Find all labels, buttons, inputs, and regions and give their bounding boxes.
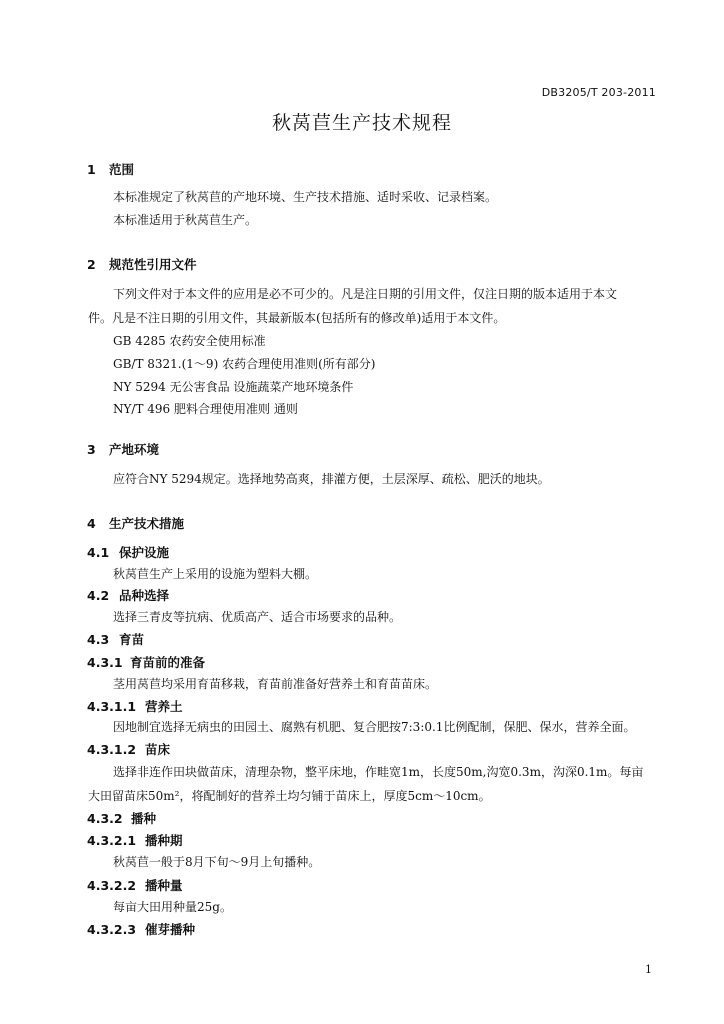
section-title: 催芽播种 (145, 922, 196, 937)
reference-item: NY/T 496 肥料合理使用准则 通则 (113, 402, 298, 416)
section-number: 4.3.2.3 (87, 922, 137, 937)
section-number: 4.3.2 (87, 811, 123, 826)
heading-4-3-2-2 (87, 876, 183, 894)
standard-code: DB3205/T 203-2011 (541, 86, 656, 99)
heading-4-measures (87, 514, 184, 532)
heading-1-scope (87, 160, 134, 178)
heading-4-3-2-3 (87, 920, 195, 938)
paragraph: 本标准规定了秋莴苣的产地环境、生产技术措施、适时采收、记录档案。 (113, 190, 498, 204)
section-number: 4.3 (87, 632, 110, 647)
paragraph: 选择三青皮等抗病、优质高产、适合市场要求的品种。 (113, 610, 402, 624)
section-title: 播种 (131, 811, 157, 826)
heading-4-3 (87, 630, 144, 648)
section-number: 4.3.2.2 (87, 878, 137, 893)
reference-item: GB 4285 农药安全使用标准 (113, 334, 266, 348)
section-number: 1 (87, 162, 96, 177)
section-number: 4.2 (87, 588, 110, 603)
paragraph-continuation: 件。凡是不注日期的引用文件，其最新版本(包括所有的修改单)适用于本文件。 (88, 311, 506, 325)
section-number: 4 (87, 516, 96, 531)
heading-4-3-1 (87, 653, 205, 671)
paragraph: 下列文件对于本文件的应用是必不可少的。凡是注日期的引用文件，仅注日期的版本适用于本文 (113, 287, 618, 301)
heading-4-1 (87, 543, 169, 561)
section-title: 营养土 (145, 699, 183, 714)
page-number: 1 (645, 963, 652, 976)
paragraph: 秋莴苣一般于8月下旬～9月上旬播种。 (113, 855, 321, 869)
section-title: 育苗 (119, 632, 145, 647)
section-title: 播种量 (145, 878, 183, 893)
heading-4-3-1-2 (87, 740, 170, 758)
paragraph: 本标准适用于秋莴苣生产。 (113, 213, 258, 227)
heading-4-2 (87, 586, 169, 604)
section-title: 产地环境 (109, 442, 160, 457)
section-number: 3 (87, 442, 96, 457)
paragraph: 应符合NY 5294规定。选择地势高爽，排灌方便，土层深厚、疏松、肥沃的地块。 (113, 472, 550, 486)
section-title: 范围 (109, 162, 135, 177)
heading-2-references (87, 255, 197, 273)
paragraph: 因地制宜选择无病虫的田园土、腐熟有机肥、复合肥按7:3:0.1比例配制，保肥、保水，营养全面。 (113, 720, 636, 734)
section-title: 苗床 (145, 742, 171, 757)
heading-4-3-1-1 (87, 697, 183, 715)
section-number: 4.1 (87, 545, 110, 560)
section-title: 播种期 (145, 833, 183, 848)
paragraph: 秋莴苣生产上采用的设施为塑料大棚。 (113, 567, 318, 581)
paragraph: 茎用莴苣均采用育苗移栽，育苗前准备好营养土和育苗苗床。 (113, 677, 438, 691)
reference-item: GB/T 8321.(1～9) 农药合理使用准则(所有部分) (113, 357, 376, 371)
section-title: 育苗前的准备 (130, 655, 206, 670)
paragraph-continuation: 大田留苗床50m²，将配制好的营养土均匀铺于苗床上，厚度5cm～10cm。 (88, 789, 491, 803)
heading-4-3-2-1 (87, 831, 183, 849)
paragraph: 选择非连作田块做苗床，清理杂物，整平床地，作畦宽1m，长度50m,沟宽0.3m，沟深0.1m。每亩 (113, 765, 644, 779)
heading-4-3-2 (87, 809, 156, 827)
section-number: 4.3.2.1 (87, 833, 137, 848)
section-number: 2 (87, 257, 96, 272)
heading-3-environment (87, 440, 159, 458)
section-number: 4.3.1.1 (87, 699, 137, 714)
section-title: 保护设施 (119, 545, 170, 560)
section-title: 生产技术措施 (109, 516, 185, 531)
reference-item: NY 5294 无公害食品 设施蔬菜产地环境条件 (113, 380, 354, 394)
section-title: 品种选择 (119, 588, 170, 603)
paragraph: 每亩大田用种量25g。 (113, 900, 232, 914)
section-title: 规范性引用文件 (109, 257, 197, 272)
section-number: 4.3.1.2 (87, 742, 137, 757)
section-number: 4.3.1 (87, 655, 123, 670)
page-title: 秋莴苣生产技术规程 (271, 112, 452, 134)
